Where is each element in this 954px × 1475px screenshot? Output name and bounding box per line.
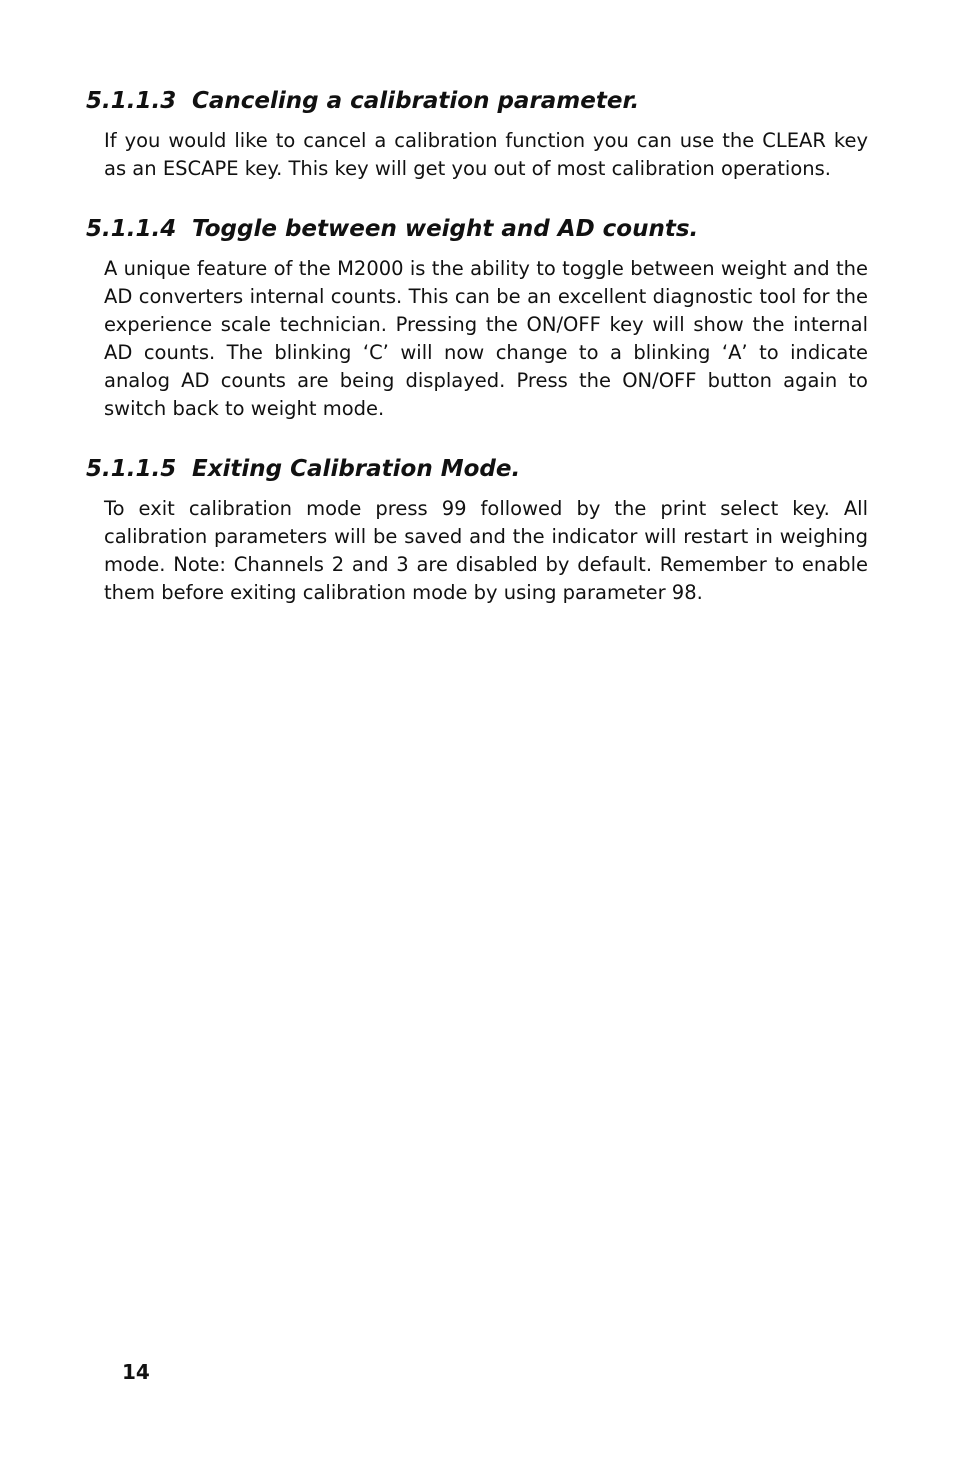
section-body: To exit calibration mode press 99 followed by the print select key. All calibration parameters will be saved and the indicator will restart in weighing mode. Note: Channels 2 and 3 are disabled by default. Remember to enable them before exiting calibration mode by using parameter 98.	[104, 497, 868, 604]
section-body: A unique feature of the M2000 is the ability to toggle between weight and the AD converters internal counts. This can be an excellent diagnostic tool for the experience scale technician. Pressing the ON/OFF key will show the internal AD counts. The blinking ‘C’ will now change to a blinking ‘A’ to indicate analog AD counts are being displayed. Press the ON/OFF button again to switch back to weight mode.	[104, 257, 868, 420]
section-exiting-calibration-mode	[86, 454, 868, 607]
section-title: Toggle between weight and AD counts.	[192, 216, 699, 242]
section-title: Exiting Calibration Mode.	[192, 456, 521, 482]
section-toggle-weight-ad-counts	[86, 214, 868, 423]
section-body: If you would like to cancel a calibration function you can use the CLEAR key as an ESCAPE key. This key will get you out of most calibration operations.	[104, 129, 868, 180]
section-number: 5.1.1.3	[86, 88, 177, 114]
section-number: 5.1.1.4	[86, 216, 177, 242]
section-heading	[86, 454, 868, 484]
section-canceling-calibration-parameter	[86, 86, 868, 183]
section-number: 5.1.1.5	[86, 456, 177, 482]
section-heading	[86, 86, 868, 116]
section-title: Canceling a calibration parameter.	[192, 88, 640, 114]
page-number: 14	[122, 1360, 150, 1384]
section-heading	[86, 214, 868, 244]
